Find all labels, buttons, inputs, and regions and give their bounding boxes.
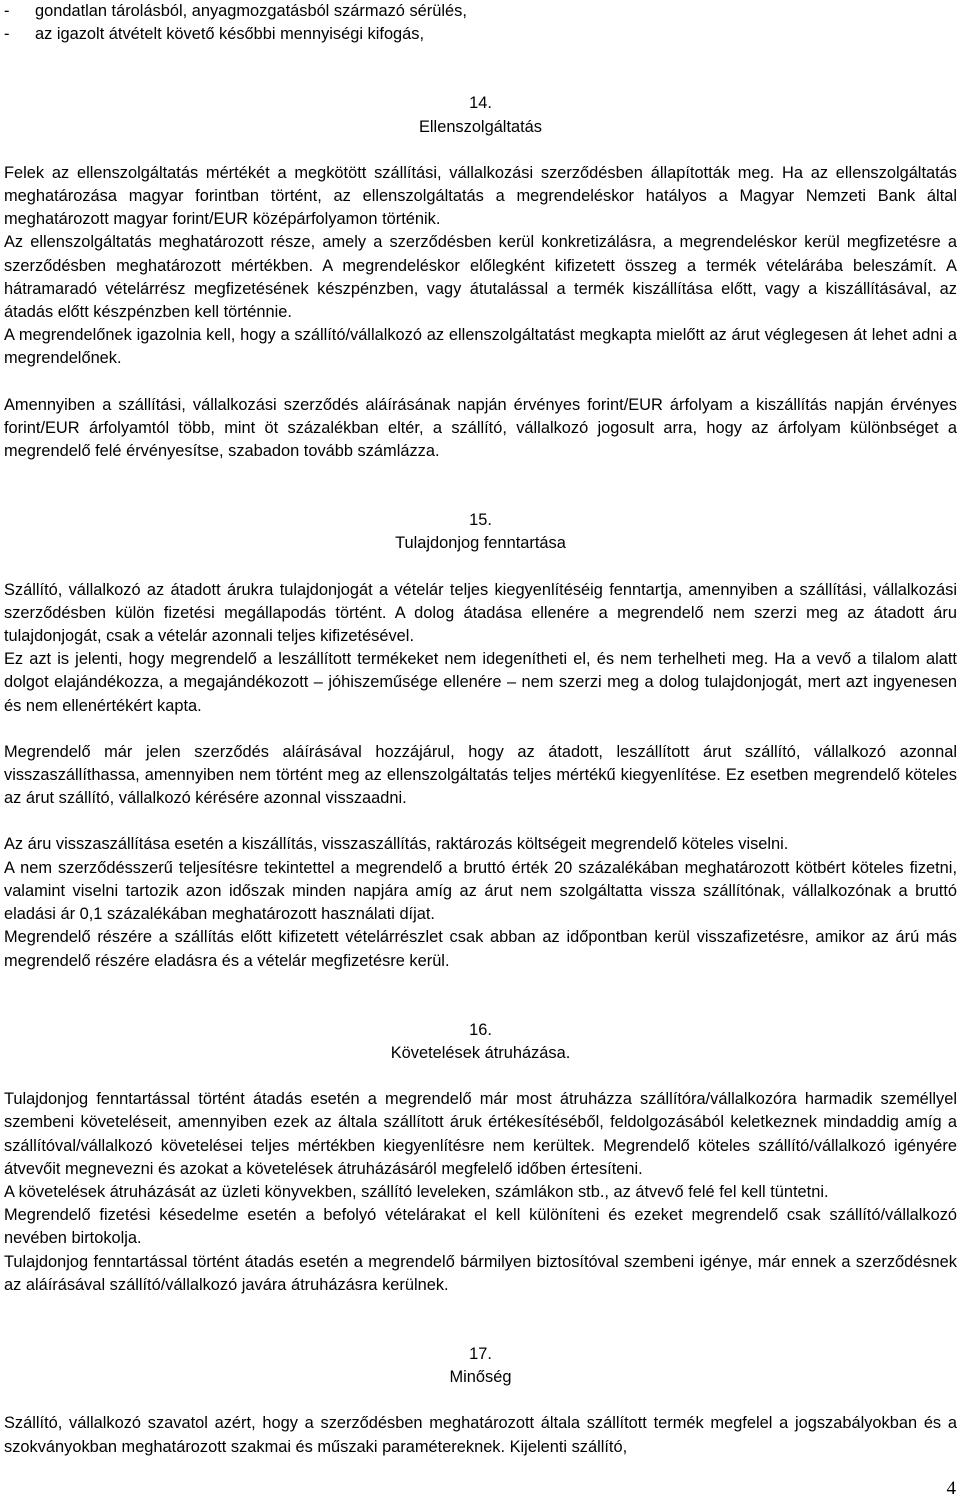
section-number: 17.	[469, 1344, 492, 1363]
list-item: - az igazolt átvételt követő későbbi mennyiségi kifogás,	[4, 23, 957, 46]
section-title: Minőség	[449, 1368, 512, 1387]
paragraph: A nem szerződésszerű teljesítésre tekintettel a megrendelő a bruttó érték 20 százalékában meghatározott kötbért köteles fizetni, valamint viselni tartozik azon időszak minden napjára amíg az árut nem szolgáltatta vissza szállítónak, vállalkozónak a bruttó eladási ár 0,1 százalékában meghatározott használati díjat.	[4, 858, 957, 924]
paragraph: Felek az ellenszolgáltatás mértékét a megkötött szállítási, vállalkozási szerződésben állapították meg. Ha az ellenszolgáltatás meghatározása magyar forintban történt, az ellenszolgáltatás a megrendeléskor hatályos a Magyar Nemzeti Bank által meghatározott magyar forint/EUR középárfolyamon történik.	[4, 163, 957, 229]
paragraph: Ez azt is jelenti, hogy megrendelő a leszállított termékeket nem idegenítheti el, és nem terhelheti meg. Ha a vevő a tilalom alatt dolgot elajándékozza, a megajándékozott – jóhiszeműsége ellenére – nem szerzi meg a dolog tulajdonjogát, mert azt ingyenesen és nem ellenértékért kapta.	[4, 650, 957, 715]
page-number: 4	[946, 1478, 956, 1499]
paragraph: Szállító, vállalkozó szavatol azért, hogy a szerződésben meghatározott általa szállított termék megfelel a jogszabályokban és a szokványokban meghatározott szakmai és műszaki paramétereknek. Kijelenti szállító,	[4, 1414, 957, 1456]
paragraph: A követelések átruházását az üzleti könyvekben, szállító leveleken, számlákon stb., az átvevő felé fel kell tüntetni.	[4, 1182, 829, 1201]
paragraph: Tulajdonjog fenntartással történt átadás esetén a megrendelő bármilyen biztosítóval szembeni igénye, már ennek a szerződésnek az aláírásával szállító/vállalkozó javára átruházásra kerülnek.	[4, 1252, 957, 1294]
paragraph: A megrendelőnek igazolnia kell, hogy a szállító/vállalkozó az ellenszolgáltatást megkapta mielőtt az árut véglegesen át lehet adni a megrendelőnek.	[4, 326, 957, 368]
section-title: Ellenszolgáltatás	[418, 117, 542, 136]
paragraph: Szállító, vállalkozó az átadott árukra tulajdonjogát a vételár teljes kiegyenlítéséig fenntartja, amennyiben a szállítási, vállalkozási szerződésben külön fizetési megállapodás történt. A dolog átadása ellenére a megrendelő nem szerzi meg az átadott áru tulajdonjogát, csak a vételár azonnali teljes kifizetésével.	[4, 580, 957, 646]
section-number: 16.	[469, 1020, 492, 1039]
paragraph: Az áru visszaszállítása esetén a kiszállítás, visszaszállítás, raktározás költségeit megrendelő köteles viselni.	[4, 835, 789, 854]
list-item: - gondatlan tárolásból, anyagmozgatásból származó sérülés,	[4, 0, 957, 23]
paragraph: Amennyiben a szállítási, vállalkozási szerződés aláírásának napján érvényes forint/EUR árfolyam a kiszállítás napján érvényes forint/EUR árfolyamtól több, mint öt százalékban eltér, a szállító, vállalkozó jogosult arra, hogy az árfolyam különbséget a megrendelő felé érvényesítse, szabadon tovább számlázza.	[4, 395, 957, 461]
top-list	[4, 0, 957, 46]
paragraph: Megrendelő részére a szállítás előtt kifizetett vételárrészlet csak abban az időpontban kerül visszafizetésre, amikor az árú más megrendelő részére eladásra és a vételár megfizetésre kerül.	[4, 928, 957, 970]
section-number: 14.	[469, 94, 492, 113]
paragraph: Tulajdonjog fenntartással történt átadás esetén a megrendelő már most átruházza szállítóra/vállalkozóra harmadik személlyel szembeni követeléseit, amennyiben ezek az általa szállított áruk értékesítéséből, feldolgozásából keletkeznek mindaddig amíg a szállítóval/vállalkozó követelései teljes mértékben kiegyenlítésre nem kerültek. Megrendelő köteles szállító/vállalkozó igényére átvevőit megnevezni és azokat a követelések átruházásáról megfelelő időben értesíteni.	[4, 1090, 957, 1178]
section-title: Tulajdonjog fenntartása	[395, 534, 566, 553]
paragraph: Megrendelő fizetési késedelme esetén a befolyó vételárakat el kell különíteni és ezeket megrendelő csak szállító/vállalkozó nevében birtokolja.	[4, 1206, 957, 1248]
section-number: 15.	[469, 511, 492, 530]
document-page	[4, 0, 957, 1459]
paragraph: Az ellenszolgáltatás meghatározott része, amely a szerződésben kerül konkretizálásra, a megrendeléskor kerül megfizetésre a szerződésben meghatározott mértékben. A megrendeléskor előlegként kifizetett összeg a termék vételárába beleszámít. A hátramaradó vételárrész megfizetésének készpénzben, vagy átutalással a termék kiszállítása előtt, vagy a kiszállításával, az átadás előtt készpénzben kell történnie.	[4, 233, 957, 322]
paragraph: Megrendelő már jelen szerződés aláírásával hozzájárul, hogy az átadott, leszállított árut szállító, vállalkozó azonnal visszaszállíthassa, amennyiben nem történt meg az ellenszolgáltatás teljes mértékű kiegyenlítése. Ez esetben megrendelő köteles az árut szállító, vállalkozó kérésére azonnal visszaadni.	[4, 742, 957, 808]
section-title: Követelések átruházása.	[390, 1043, 571, 1062]
